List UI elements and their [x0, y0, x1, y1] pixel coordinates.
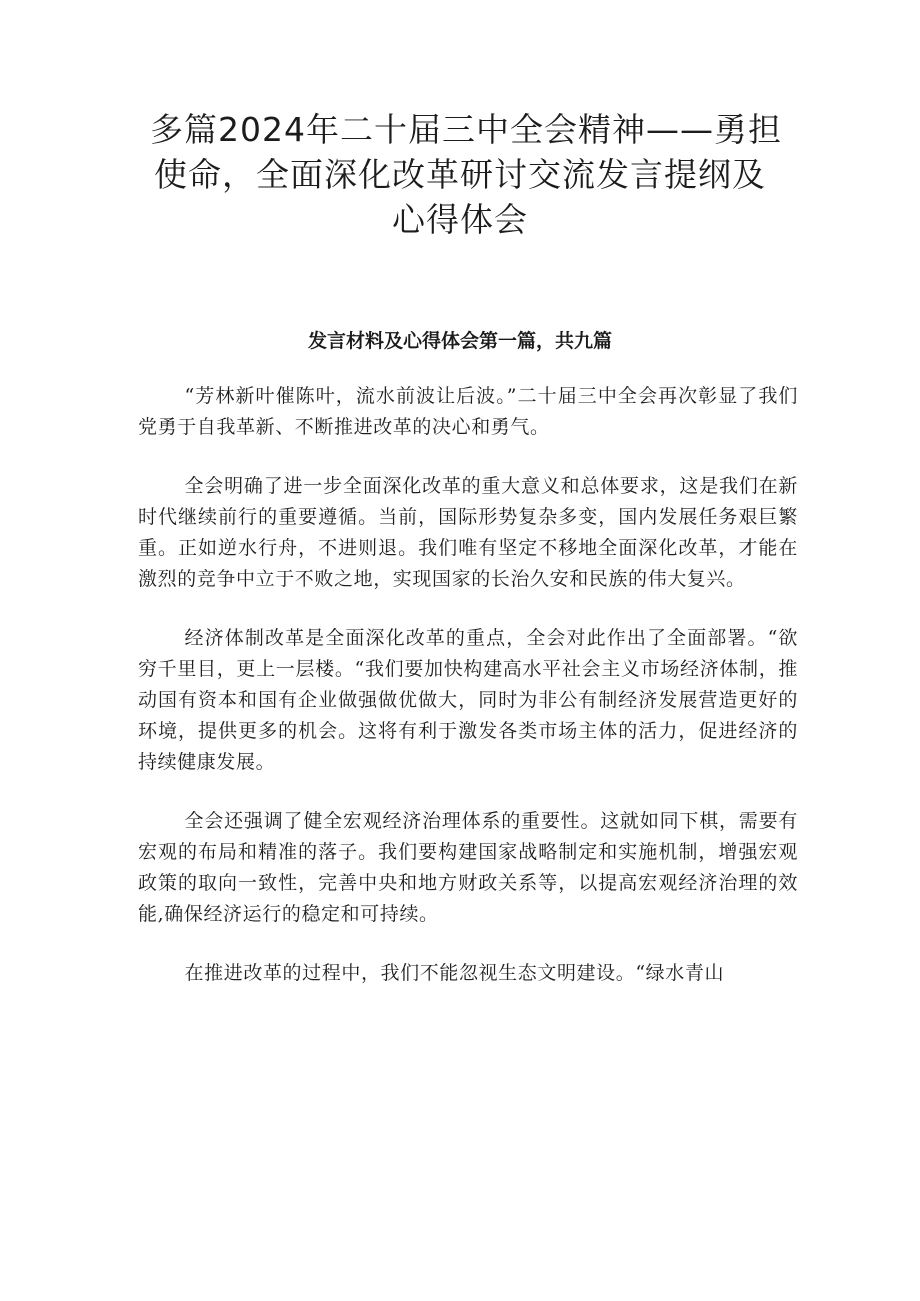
title-line: 使命，全面深化改革研讨交流发言提纲及 [154, 155, 766, 194]
title-line: 多篇2024年二十届三中全会精神——勇担 [150, 110, 782, 149]
paragraph: 全会明确了进一步全面深化改革的重大意义和总体要求，这是我们在新时代继续前行的重要遵循。当前，国际形势复杂多变，国内发展任务艰巨繁重。正如逆水行舟，不进则退。我们唯有坚定不移地全面深化改革，才能在激烈的竞争中立于不败之地，实现国家的长治久安和民族的伟大复兴。 [138, 475, 798, 590]
paragraph: 全会还强调了健全宏观经济治理体系的重要性。这就如同下棋，需要有宏观的布局和精准的落子。我们要构建国家战略制定和实施机制，增强宏观政策的取向一致性，完善中央和地方财政关系等，以提高宏观经济治理的效能,确保经济运行的稳定和可持续。 [138, 810, 798, 925]
title-line: 心得体会 [392, 200, 528, 239]
paragraph: 在推进改革的过程中，我们不能忽视生态文明建设。“绿水青山 [184, 962, 725, 984]
document-title [150, 107, 782, 242]
document-body [138, 381, 798, 1017]
paragraph: 经济体制改革是全面深化改革的重点，全会对此作出了全面部署。“欲穷千里目，更上一层楼。“我们要加快构建高水平社会主义市场经济体制，推动国有资本和国有企业做强做优做大，同时为非公有制经济发展营造更好的环境，提供更多的机会。这将有利于激发各类市场主体的活力，促进经济的持续健康发展。 [138, 627, 798, 773]
section-subtitle: 发言材料及心得体会第一篇，共九篇 [307, 330, 612, 352]
paragraph: “芳林新叶催陈叶，流水前波让后波。”二十届三中全会再次彰显了我们党勇于自我革新、不断推进改革的决心和勇气。 [138, 385, 798, 438]
